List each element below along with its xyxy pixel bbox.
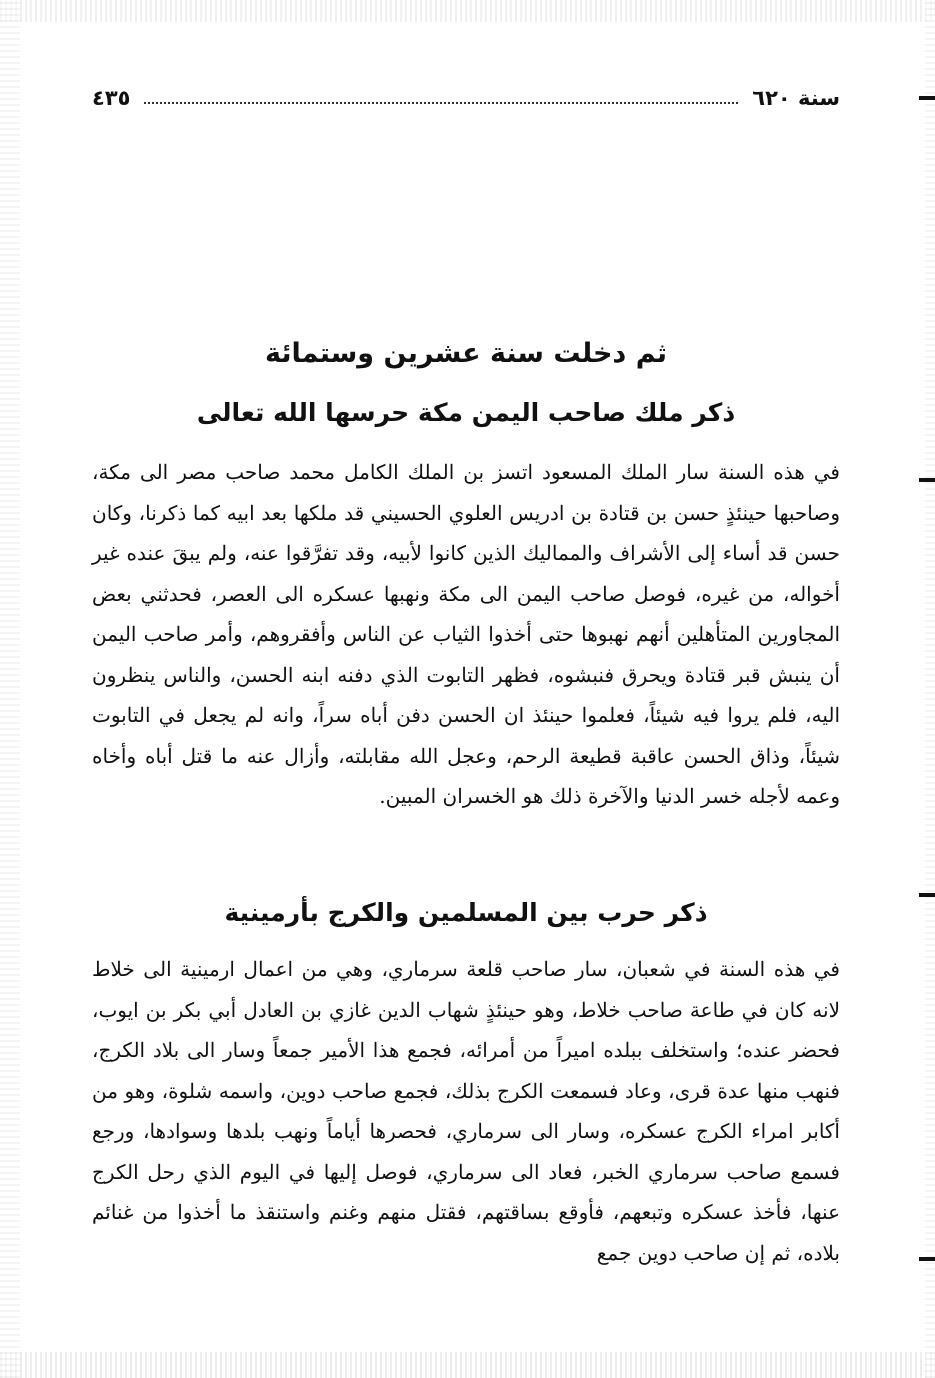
section-heading: ذكر حرب بين المسلمين والكرج بأرمينية: [224, 898, 708, 927]
scan-edge-bottom: [0, 1352, 935, 1378]
margin-mark: [919, 893, 935, 897]
chapter-heading: ثم دخلت سنة عشرين وستمائة: [264, 338, 668, 369]
scan-edge-left: [0, 0, 20, 1378]
margin-mark: [919, 478, 935, 482]
scan-edge-right: [925, 0, 935, 1378]
page-number: ٤٣٥: [92, 86, 131, 110]
section-heading: ذكر ملك صاحب اليمن مكة حرسها الله تعالى: [196, 398, 736, 427]
header-leader-dots: [144, 102, 738, 104]
running-header: [92, 80, 840, 116]
section-paragraph: في هذه السنة سار الملك المسعود اتسز بن الملك الكامل محمد صاحب مصر الى مكة، وصاحبها حينئذٍ حسن بن قتادة بن ادريس العلوي الحسيني قد ملكها بعد ابيه كما ذكرنا، وكان حسن قد أساء إلى الأشراف والمماليك الذين كانوا لأبيه، وقد تفرَّقوا عنه، ولم يبقَ عنده غير أخواله، من غيره، فوصل صاحب اليمن الى مكة ونهبها عسكره الى العصر، فحدثني بعض المجاورين المتأهلين أنهم نهبوها حتى أخذوا الثياب عن الناس وأفقروهم، وأمر صاحب اليمن أن ينبش قبر قتادة ويحرق فنبشوه، فظهر التابوت الذي دفنه ابنه الحسن، والناس ينظرون اليه، فلم يروا فيه شيئاً، فعلموا حينئذ ان الحسن دفن أباه سراً، وانه لم يجعل في التابوت شيئاً، وذاق الحسن عاقبة قطيعة الرحم، وعجل الله مقابلته، وأزال عنه ما قتل أباه وأخاه وعمه لأجله خسر الدنيا والآخرة ذلك هو الخسران المبين.: [92, 460, 840, 808]
margin-mark: [919, 1257, 935, 1261]
section-paragraph: في هذه السنة في شعبان، سار صاحب قلعة سرماري، وهي من اعمال ارمينية الى خلاط لانه كان في طاعة صاحب خلاط، وهو حينئذٍ شهاب الدين غازي بن العادل أبي بكر بن ايوب، فحضر عنده؛ واستخلف ببلده اميراً من أمرائه، فجمع هذا الأمير جمعاً وسار الى بلاد الكرج، فنهب منها عدة قرى، وعاد فسمعت الكرج بذلك، فجمع صاحب دوين، واسمه شلوة، وهو من أكابر امراء الكرج عسكره، وسار الى سرماري، فحصرها أياماً ونهب بلدها وسوادها، ورجع فسمع صاحب سرماري الخبر، فعاد الى سرماري، فوصل إليها في اليوم الذي رحل الكرج عنها، فأخذ عسكره وتبعهم، فأوقع بساقتهم، فقتل منهم وغنم واستنقذ ما أخذوا من غنائم بلاده، ثم إن صاحب دوين جمع: [92, 957, 840, 1265]
year-label: سنة ٦٢٠: [752, 86, 840, 110]
scan-edge-top: [0, 0, 935, 22]
margin-mark: [919, 96, 935, 100]
